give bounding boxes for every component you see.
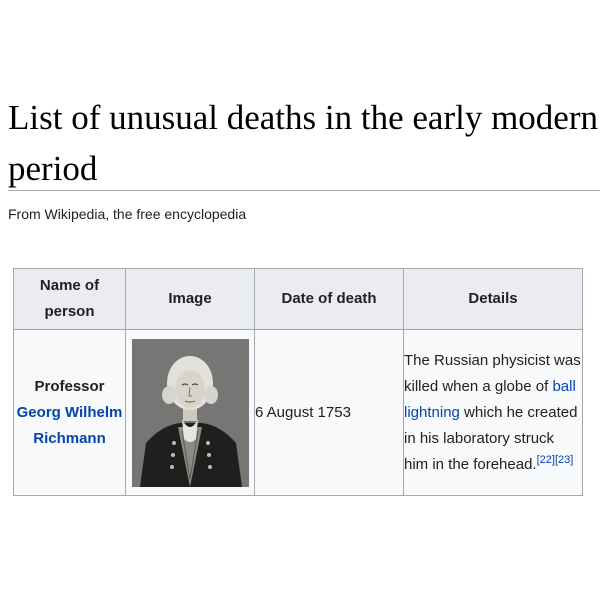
column-header-name[interactable]: Name of person xyxy=(14,269,126,330)
person-title: Professor xyxy=(34,377,105,395)
ball-lightning-link[interactable]: ball lightning xyxy=(404,377,576,421)
person-name-cell xyxy=(14,330,126,496)
reference-23-link[interactable]: [23] xyxy=(554,453,574,466)
date-of-death-cell: 6 August 1753 xyxy=(255,330,404,496)
reference-22-link[interactable]: [22] xyxy=(536,453,555,466)
column-header-details[interactable]: Details xyxy=(404,269,583,330)
column-header-date[interactable]: Date of death xyxy=(255,269,404,330)
page-title: List of unusual deaths in the early modern period xyxy=(8,98,598,188)
person-name-link[interactable]: Georg Wilhelm Richmann xyxy=(16,403,123,447)
person-image-cell xyxy=(126,330,255,496)
details-text-after: which he created in his laboratory struck him in the forehead. xyxy=(404,403,578,473)
richmann-portrait-image[interactable] xyxy=(132,339,249,487)
page-subtitle: From Wikipedia, the free encyclopedia xyxy=(8,206,247,222)
details-cell xyxy=(404,330,583,496)
table-header-row xyxy=(14,269,583,330)
details-text-before: The Russian physicist was killed when a globe of xyxy=(404,351,581,395)
column-header-image[interactable]: Image xyxy=(126,269,255,330)
unusual-deaths-table xyxy=(13,268,583,496)
title-divider xyxy=(8,190,600,191)
table-row xyxy=(14,330,583,496)
